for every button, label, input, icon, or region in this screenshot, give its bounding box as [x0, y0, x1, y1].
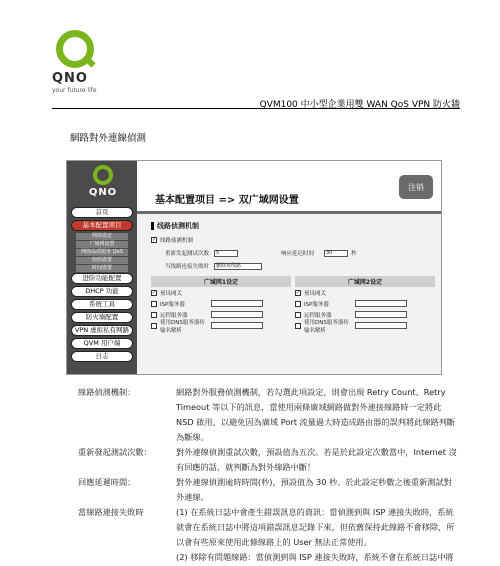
retry-count-input[interactable]: 5: [214, 250, 238, 257]
definition-timeout: [78, 475, 458, 505]
definition-retry: [78, 445, 458, 475]
definition-term: [78, 550, 176, 565]
action-label: 当线路连接失败时: [165, 264, 210, 270]
nsd-enable-label: 线路侦测机制: [160, 238, 194, 244]
wan2-gateway-row: [295, 287, 435, 298]
wan1-remote-checkbox[interactable]: [151, 312, 157, 318]
logo-brand: QNO: [52, 71, 88, 86]
definition-failure: [78, 505, 458, 550]
timeout-label: 响应延迟时间: [281, 251, 315, 257]
action-row: [165, 262, 435, 270]
definition-term: 當線路連接失敗時: [78, 507, 144, 517]
wan1-gateway-checkbox[interactable]: ✓: [152, 289, 157, 296]
timeout-unit: 秒: [351, 251, 357, 257]
wan1-header: 广域网1设定: [151, 276, 291, 287]
wan1-dns-input[interactable]: [211, 322, 263, 329]
menu-item-firewall[interactable]: 防火墙配置: [71, 312, 133, 323]
menu-item-dhcp[interactable]: DHCP 功能: [71, 286, 133, 297]
caption-marker: [151, 222, 154, 230]
wan2-gateway-label: 预设网关: [304, 290, 327, 297]
wan2-dns-checkbox[interactable]: [295, 323, 301, 329]
nsd-caption: [151, 221, 435, 231]
wan1-column: [151, 276, 291, 334]
menu-item-advanced[interactable]: 进阶功能配置: [71, 273, 133, 284]
wan1-dns-label: 使用DNS服务器传输名解析: [160, 319, 205, 334]
submenu-time[interactable]: 时间设置: [76, 265, 128, 272]
action-select[interactable]: 删除该线路: [214, 263, 262, 270]
section-title: 網路對外連線偵測: [70, 133, 147, 144]
wan2-isp-checkbox[interactable]: [295, 301, 301, 307]
wan2-isp-input[interactable]: [355, 300, 407, 307]
wan2-column: [295, 276, 435, 334]
submenu-password[interactable]: 密码设置: [76, 257, 128, 264]
wan2-remote-label: 远程服务器: [304, 312, 332, 319]
wan2-isp-label: ISP服务器: [304, 301, 329, 308]
wan1-isp-checkbox[interactable]: [151, 301, 157, 307]
wan1-dns-checkbox[interactable]: [151, 323, 157, 329]
definition-desc: 對外連線偵測重試次數，預設值為五次。若是於此設定次數當中，Internet 沒有回應的話，就判斷為對外線路中斷！: [176, 447, 457, 472]
embedded-screenshot: [66, 160, 442, 375]
menu-item-system-tools[interactable]: 系统工具: [71, 299, 133, 310]
shot-content: [151, 221, 435, 334]
retry-row: [165, 249, 435, 257]
wan2-isp-row: [295, 298, 435, 309]
timeout-input[interactable]: 30: [324, 250, 348, 257]
wan1-gateway-label: 预设网关: [160, 290, 183, 297]
wan1-isp-row: [151, 298, 291, 309]
shot-menu: [71, 207, 133, 364]
shot-page-header: 基本配置项目 => 双广域网设置: [155, 195, 299, 206]
definition-nsd: [78, 385, 458, 445]
logout-button[interactable]: 注销: [399, 175, 433, 199]
wan2-dns-input[interactable]: [355, 322, 407, 329]
wan-grid: [151, 276, 435, 334]
definition-desc: (1) 在系統日誌中會產生錯誤訊息的資訊：當偵測到與 ISP 連接失敗時，系統就會在系統日誌中將這項錯誤訊息記錄下來，但依舊保持此線路不會移除，所以會有些原來使用此條線路上的 User 無法正常使用。: [176, 507, 455, 547]
wan2-dns-label: 使用DNS服务器传输名解析: [304, 319, 349, 334]
wan2-dns-row: [295, 319, 435, 334]
retry-label: 重新发起测试次数: [165, 251, 210, 257]
qno-q-mark: [56, 30, 94, 68]
menu-item-home[interactable]: 首页: [71, 207, 133, 218]
shot-logo: [73, 165, 133, 198]
wan1-gateway-row: [151, 287, 291, 298]
header-divider: [52, 108, 460, 109]
submenu-network[interactable]: 网络设定: [76, 233, 128, 240]
wan2-header: 广域网2设定: [295, 276, 435, 287]
shot-header-band: [137, 211, 442, 214]
shot-q-mark: [93, 165, 113, 185]
menu-item-qvm-client[interactable]: QVM 用户端: [71, 338, 133, 349]
nsd-caption-text: 线路侦测机制: [157, 222, 199, 230]
wan1-isp-label: ISP服务器: [160, 301, 185, 308]
nsd-enable-checkbox[interactable]: ✓: [152, 237, 157, 243]
wan2-remote-checkbox[interactable]: [295, 312, 301, 318]
wan2-gateway-checkbox[interactable]: ✓: [296, 289, 301, 296]
shot-sidebar: [67, 161, 137, 375]
qno-logo: [52, 30, 112, 94]
shot-brand: QNO: [88, 187, 118, 198]
definition-term: 線路偵測機制：: [78, 387, 136, 397]
submenu-qos[interactable]: 网络品质服务 QoS: [76, 249, 128, 256]
definition-term: 回應延遲時間：: [78, 477, 136, 487]
menu-item-log[interactable]: 日志: [71, 351, 133, 362]
definition-term: 重新發起測試次數：: [78, 447, 152, 457]
definition-desc: 對外連線偵測逾時時間(秒)，預設值為 30 秒。於此設定秒數之後重新測試對外連線。: [176, 477, 452, 502]
menu-item-basic-config[interactable]: 基本配置项目: [71, 220, 133, 231]
submenu-wan[interactable]: 广域网设置: [76, 241, 128, 248]
wan1-remote-label: 远程服务器: [160, 312, 188, 319]
document-title: QVM100 中小型企業用雙 WAN QoS VPN 防火牆: [259, 100, 460, 110]
menu-item-vpn[interactable]: VPN 虚拟私有网路: [71, 325, 133, 336]
wan1-dns-row: [151, 319, 291, 334]
definitions-list: [78, 385, 458, 565]
wan1-remote-input[interactable]: [211, 311, 263, 318]
wan1-isp-input[interactable]: [211, 300, 263, 307]
wan2-remote-input[interactable]: [355, 311, 407, 318]
logo-tagline: your future life: [52, 87, 97, 94]
definition-failure-2: [78, 550, 458, 565]
nsd-enable-row: [151, 236, 435, 244]
definition-desc: 網路對外服務偵測機制，若勾選此項設定，則會出現 Retry Count、Retry Timeout 等以下的訊息，當使用兩條廣域網路做對外連接線路時一定將此 NSD 啟用，以避免因為廣域 Port 流量過大時造成路由器的誤判將此線路判斷為斷線。: [176, 387, 456, 442]
definition-desc: (2) 移除有問題線路：當偵測到與 ISP 連接失敗時，系統不會在系統日誌中將: [176, 552, 454, 562]
